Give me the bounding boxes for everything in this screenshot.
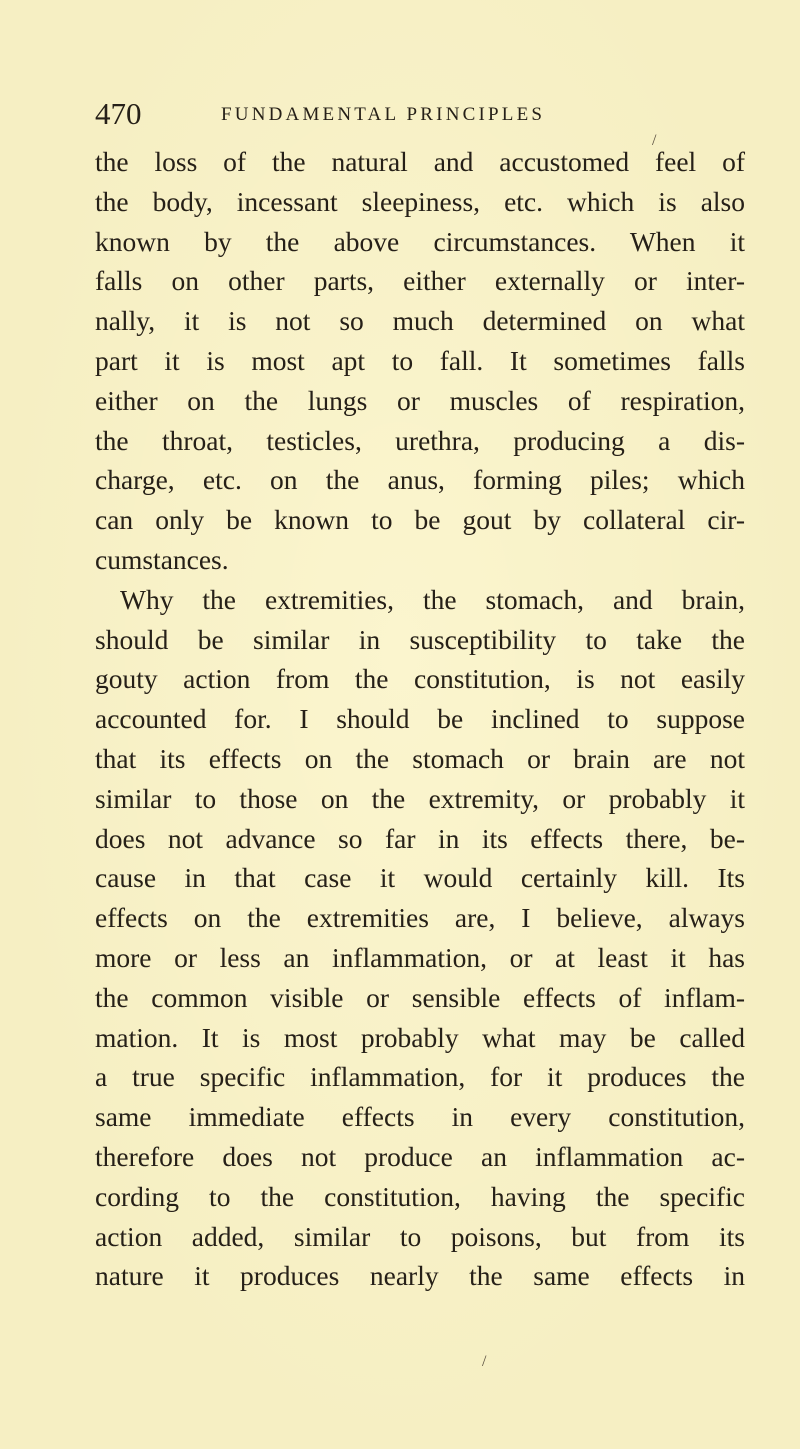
print-speck: /: [652, 132, 657, 149]
text-line: cause in that case it would certainly kill. Its: [95, 862, 745, 894]
text-line: effects on the extremities are, I believe, always: [95, 902, 745, 934]
text-line: a true specific inflammation, for it produces the: [95, 1061, 745, 1093]
text-line: therefore does not produce an inflammation ac-: [95, 1140, 745, 1172]
text-line: the loss of the natural and accustomed feel of: [95, 146, 745, 177]
text-line: same immediate effects in every constitution,: [95, 1101, 745, 1133]
text-line: cumstances.: [95, 543, 229, 575]
text-line: the common visible or sensible effects of inflam-: [95, 981, 745, 1013]
text-line: the throat, testicles, urethra, producing a dis-: [95, 424, 745, 456]
text-line: part it is most apt to fall. It sometimes falls: [95, 344, 745, 376]
text-line: can only be known to be gout by collateral cir-: [95, 504, 745, 536]
body-text: [95, 142, 745, 1296]
page-number: 470: [95, 96, 142, 131]
text-line: similar to those on the extremity, or probably it: [95, 782, 745, 814]
text-line: cording to the constitution, having the specific: [95, 1180, 745, 1212]
text-line: falls on other parts, either externally or inter-: [95, 265, 745, 297]
text-line: that its effects on the stomach or brain are not: [95, 742, 745, 774]
text-line: Why the extremities, the stomach, and brain,: [120, 583, 745, 615]
text-line: the body, incessant sleepiness, etc. which is also: [95, 185, 745, 217]
text-line: accounted for. I should be inclined to suppose: [95, 703, 745, 735]
text-line: nally, it is not so much determined on what: [95, 305, 745, 337]
text-line: known by the above circumstances. When it: [95, 225, 745, 257]
text-line: gouty action from the constitution, is not easily: [95, 663, 745, 695]
running-head: [95, 96, 735, 136]
text-line: action added, similar to poisons, but from its: [95, 1220, 745, 1252]
text-line: charge, etc. on the anus, forming piles; which: [95, 464, 745, 496]
text-line: should be similar in susceptibility to take the: [95, 623, 745, 655]
text-line: does not advance so far in its effects there, be-: [95, 822, 745, 854]
running-title: FUNDAMENTAL PRINCIPLES: [221, 104, 546, 125]
text-line: nature it produces nearly the same effects in: [95, 1260, 745, 1292]
text-line: more or less an inflammation, or at least it has: [95, 941, 745, 973]
text-line: either on the lungs or muscles of respiration,: [95, 384, 745, 416]
print-speck: /: [482, 1353, 487, 1370]
text-line: mation. It is most probably what may be called: [95, 1021, 745, 1053]
